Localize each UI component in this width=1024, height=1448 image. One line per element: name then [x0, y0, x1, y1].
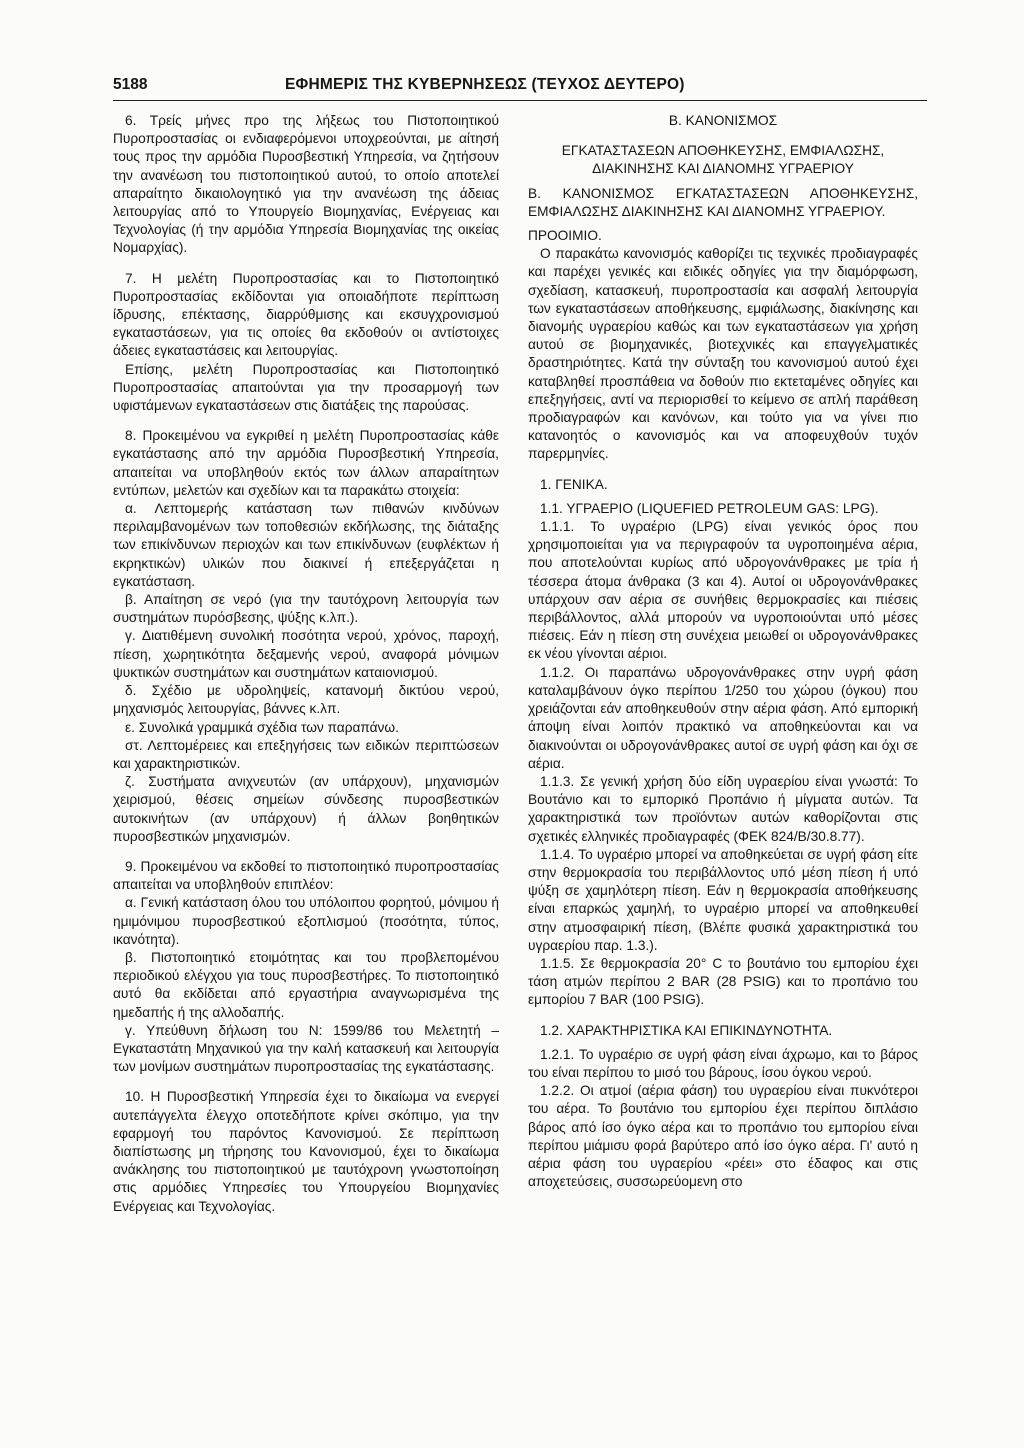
- paragraph-8z: ζ. Συστήματα ανιχνευτών (αν υπάρχουν), μηχανισμών χειρισμού, θέσεις σημείων σύνδεσης πυροσβεστικών αυτοκινήτων (αν υπάρχουν) ή άλλων βοηθητικών πυροσβεστικών μηχανισμών.: [113, 774, 499, 844]
- prooimio-text: Ο παρακάτω κανονισμός καθορίζει τις τεχνικές προδιαγραφές και παρέχει γενικές και ειδικές οδηγίες για την διαμόρφωση, σχεδίαση, κατασκευή, πυροπροστασία και ασφαλή λειτουργία των εγκαταστάσεων αποθήκευσης, εμφιάλωσης, διακίνησης και διανομής υγραερίου καθώς και των εγκαταστάσεων για χρήση αυτού σε βιομηχανικές, βιοτεχνικές και επαγγελματικές δραστηριότητες. Κατά την σύνταξη του κανονισμού αυτού έχει καταβληθεί προσπάθεια να δοθούν πιο εκτεταμένες οδηγίες και επεξηγήσεις, αντί να περιορισθεί το κείμενο σε απλή παράθεση προδιαγραφών και κανόνων, και τούτο για να γίνει πιο κατανοητός ο κανονισμός και να αποφευχθούν τυχόν παρερμηνίες.: [528, 246, 918, 462]
- paragraph-7: 7. Η μελέτη Πυροπροστασίας και το Πιστοποιητικό Πυροπροστασίας εκδίδονται για οποιαδήποτε περίπτωση ίδρυσης, επέκτασης, διαρρύθμισης και εκσυγχρονισμού εγκαταστάσεων, για τις οποίες θα εκδοθούν οι αντίστοιχες άδειες εγκαταστάσεις και λειτουργίας.: [113, 270, 499, 359]
- paragraph-9: 9. Προκειμένου να εκδοθεί το πιστοποιητικό πυροπροστασίας απαιτείται να υποβληθούν επιπλέον:: [113, 858, 499, 893]
- heading-b: Β. ΚΑΝΟΝΙΣΜΟΣ: [668, 113, 778, 128]
- paragraph-8st: στ. Λεπτομέρειες και επεξηγήσεις των ειδικών περιπτώσεων και χαρακτηριστικών.: [113, 737, 499, 771]
- section-1-1-2: 1.1.2. Οι παραπάνω υδρογονάνθρακες στην υγρή φάση καταλαμβάνουν όγκο περίπου 1/250 του χώρου (όγκου) που χρειάζονται εάν αποθηκευθούν στην αέρια φάση. Από εμπορική άποψη είναι λοιπόν πρακτικό να αποθηκεύονται και να διακινούνται οι υδρογονάνθρακες αυτοί σε υγρή φάση και όχι σε αέρια.: [528, 664, 918, 771]
- section-1-1-5: 1.1.5. Σε θερμοκρασία 20° C το βουτάνιο του εμπορίου έχει τάση ατμών περίπου 2 BAR (28 PSIG) και το προπάνιο του εμπορίου 7 BAR (100 PSIG).: [528, 955, 918, 1008]
- section-1-2-1: 1.2.1. Το υγραέριο σε υγρή φάση είναι άχρωμο, και το βάρος του είναι περίπου το μισό του βάρους, ίσου όγκου νερού.: [528, 1046, 918, 1080]
- section-1-heading: 1. ΓΕΝΙΚΑ.: [540, 476, 608, 492]
- section-1-2-2: 1.2.2. Οι ατμοί (αέρια φάση) του υγραερίου είναι πυκνότεροι του αέρα. Το βουτάνιο του εμπορίου έχει περίπου διπλάσιο βάρος από ίσο όγκο αέρα και το προπάνιο του εμπορίου είναι περίπου μιάμισυ φορά βαρύτερο από ίσο όγκο αέρα. Γι' αυτό η αέρια φάση του υγραερίου «ρέει» στο έδαφος και στις αποχετεύσεις, συσσωρεύομενη στο: [528, 1083, 918, 1190]
- paragraph-10: 10. Η Πυροσβεστική Υπηρεσία έχει το δικαίωμα να ενεργεί αυτεπάγγελτα έλεγχο οποτεδήποτε κρίνει σκόπιμο, για την εφαρμογή του παρόντος Κανονισμού. Σε περίπτωση διαπίστωσης μη τήρησης του Κανονισμού, έχει το δικαίωμα ανάκλησης του πιστοποιητικού με ταυτόχρονη γνωστοποίηση στις αρμόδιες Υπηρεσίες του Υπουργείου Βιομηχανίες Ενέργειας και Τεχνολογίας.: [113, 1089, 499, 1214]
- section-1-2-heading: 1.2. ΧΑΡΑΚΤΗΡΙΣΤΙΚΑ ΚΑΙ ΕΠΙΚΙΝΔΥΝΟΤΗΤΑ.: [540, 1022, 833, 1038]
- heading-subtitle: ΕΓΚΑΤΑΣΤΑΣΕΩΝ ΑΠΟΘΗΚΕΥΣΗΣ, ΕΜΦΙΑΛΩΣΗΣ, ΔΙΑΚΙΝΗΣΗΣ ΚΑΙ ΔΙΑΝΟΜΗΣ ΥΓΡΑΕΡΙΟΥ: [561, 143, 885, 177]
- paragraph-9a: α. Γενική κατάσταση όλου του υπόλοιπου φορητού, μόνιμου ή ημιμόνιμου πυροσβεστικού εξοπλισμού (ποσότητα, τύπος, ικανότητα).: [113, 895, 499, 947]
- left-column: [113, 112, 499, 1216]
- paragraph-9c: γ. Υπεύθυνη δήλωση του Ν: 1599/86 του Μελετητή – Εγκαταστάτη Μηχανικού για την καλή κατασκευή και λειτουργία των μονίμων συστημάτων πυροπροστασίας της εγκατάστασης.: [113, 1022, 499, 1075]
- section-1-1-4: 1.1.4. Το υγραέριο μπορεί να αποθηκεύεται σε υγρή φάση είτε στην θερμοκρασία του περιβάλλοντος υπό μέση πίεση ή υπό ψύξη σε χαμηλότερη πίεση. Εάν η θερμοκρασία αποθήκευσης είναι επαρκώς χαμηλή, το υγραέριο μπορεί να αποθηκευθεί στην ατμοσφαιρική πίεση, (Βλέπε φυσικά χαρακτηριστικά του υγραερίου παρ. 1.3.).: [528, 846, 918, 953]
- paragraph-8d: δ. Σχέδιο με υδροληψείς, κατανομή δικτύου νερού, μηχανισμός λειτουργίας, βάννες κ.λπ.: [113, 683, 499, 717]
- page-header: [113, 72, 927, 101]
- gazette-title: ΕΦΗΜΕΡΙΣ ΤΗΣ ΚΥΒΕΡΝΗΣΕΩΣ (ΤΕΥΧΟΣ ΔΕΥΤΕΡΟ): [285, 76, 685, 93]
- paragraph-8: 8. Προκειμένου να εγκριθεί η μελέτη Πυροπροστασίας κάθε εγκατάστασης από την αρμόδια Πυροσβεστική Υπηρεσία, απαιτείται να υποβληθούν εκτός των άλλων απαραίτητων εντύπων, μελετών και σχεδίων και τα παρακάτω στοιχεία:: [113, 428, 499, 498]
- paragraph-8e: ε. Συνολικά γραμμικά σχέδια των παραπάνω.: [125, 719, 399, 735]
- section-1-1-3: 1.1.3. Σε γενική χρήση δύο είδη υγραερίου είναι γνωστά: Το Βουτάνιο και το εμπορικό Προπάνιο ή μίγματα αυτών. Τα χαρακτηριστικά των προϊόντων αυτών καθορίζονται στις σχετικές ελληνικές προδιαγραφές (ΦΕΚ 824/Β/30.8.77).: [528, 773, 918, 844]
- section-1-1-1: 1.1.1. Το υγραέριο (LPG) είναι γενικός όρος που χρησιμοποιείται για να περιγραφούν τα υγροποιημένα αέρια, που αποτελούνται κυρίως από υδρογονάνθρακες με τρία ή τέσσερα άτομα άνθρακα (3 και 4). Αυτοί οι υδρογονάνθρακες υπάρχουν σαν αέρια σε συνήθεις θερμοκρασίες και πιέσεις περιβάλλοντος, αλλά μπορούν να υγροποιούνται υπό μέσες πιέσεις. Εάν η πίεση στη συνέχεια μειωθεί οι υδρογονάνθρακες εκ νέου γίνονται αέριοι.: [528, 519, 918, 662]
- paragraph-7-continued: Επίσης, μελέτη Πυροπροστασίας και Πιστοποιητικό Πυροπροστασίας απαιτούνται για την προσαρμογή των υφιστάμενων εγκαταστάσεων στις διατάξεις της παρούσας.: [113, 361, 499, 414]
- page-number: 5188: [113, 76, 148, 93]
- heading-full: Β. ΚΑΝΟΝΙΣΜΟΣ ΕΓΚΑΤΑΣΤΑΣΕΩΝ ΑΠΟΘΗΚΕΥΣΗΣ, ΕΜΦΙΑΛΩΣΗΣ ΔΙΑΚΙΝΗΣΗΣ ΚΑΙ ΔΙΑΝΟΜΗΣ ΥΓΡΑΕΡΙΟΥ.: [528, 185, 918, 219]
- paragraph-8c: γ. Διατιθέμενη συνολική ποσότητα νερού, χρόνος, παροχή, πίεση, χωρητικότητα δεξαμενής νερού, αναφορά μόνιμων ψυκτικών συστημάτων και συστημάτων καταιονισμού.: [113, 628, 499, 680]
- paragraph-9b: β. Πιστοποιητικό ετοιμότητας και του προβλεπομένου περιοδικού ελέγχου για τους πυροσβεστήρες. Το πιστοποιητικό αυτό θα εκδίδεται από εργαστήρια αναγνωρισμένα της ημεδαπής ή της αλλοδαπής.: [113, 949, 499, 1020]
- paragraph-8a: α. Λεπτομερής κατάσταση των πιθανών κινδύνων περιλαμβανομένων των τοποθεσιών εκδήλωσης, της διάταξης των επικίνδυνων περιοχών και των επικίνδυνων (ευφλέκτων ή εκρηκτικών) υλικών που διακινεί ή επεξεργάζεται η εγκατάσταση.: [113, 501, 499, 589]
- section-1-1-heading: 1.1. ΥΓΡΑΕΡΙΟ (LIQUEFIED PETROLEUM GAS: LPG).: [540, 500, 879, 516]
- right-column: [528, 112, 918, 1191]
- paragraph-8b: β. Απαίτηση σε νερό (για την ταυτόχρονη λειτουργία των συστημάτων πυρόσβεσης, ψύξης κ.λπ.).: [113, 592, 499, 626]
- paragraph-6: 6. Τρείς μήνες προ της λήξεως του Πιστοποιητικού Πυροπροστασίας οι ενδιαφερόμενοι υποχρεούνται, με αίτησή τους προς την αρμόδια Πυροσβεστική Υπηρεσία, να ζητήσουν την ανανέωση του πιστοποιητικού αυτού, το οποίο αποτελεί απαραίτητο δικαιολογητικό για την ανανέωση της άδειας λειτουργίας από το Υπουργείο Βιομηχανίας, Ενέργειας και Τεχνολογίας (ή την αρμόδια Υπηρεσία Βιομηχανίας της οικείας Νομαρχίας).: [113, 113, 499, 256]
- prooimio-heading: ΠΡΟΟΙΜΙΟ.: [528, 228, 602, 244]
